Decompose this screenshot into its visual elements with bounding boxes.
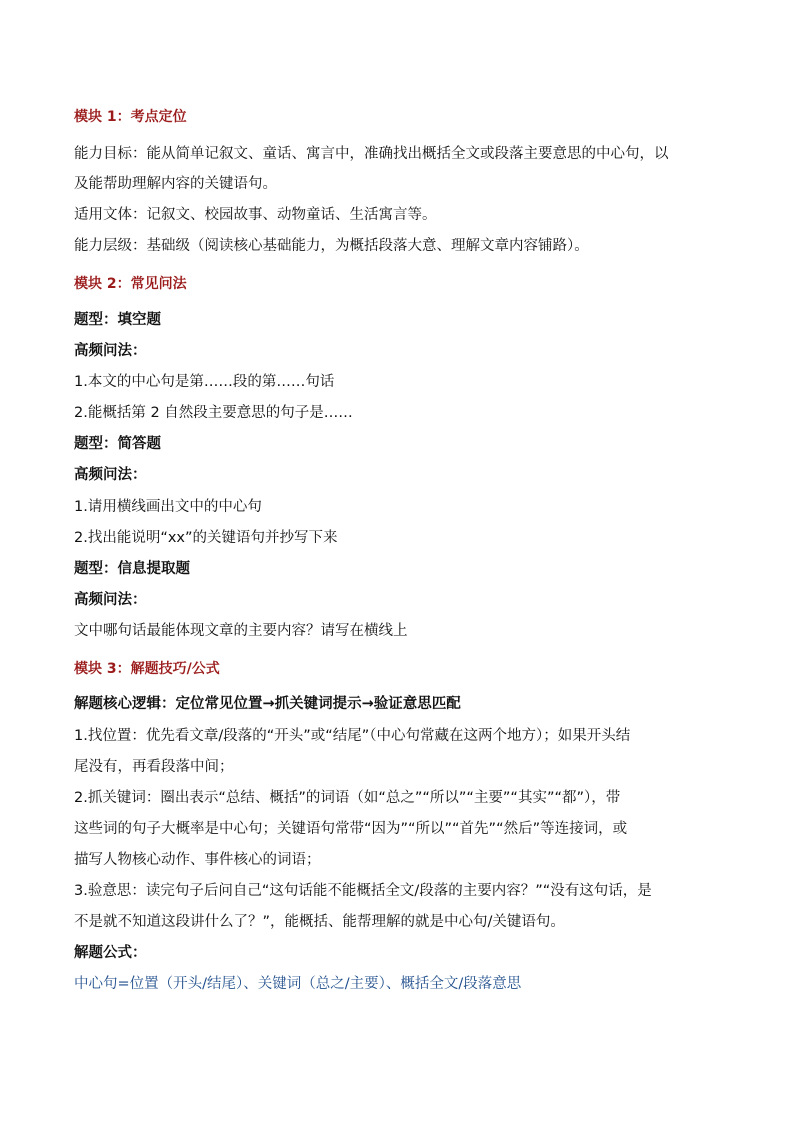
frequent-questions-label-1: 高频问法： — [74, 343, 147, 359]
fill-blank-question-2: 2.能概括第 2 自然段主要意思的句子是…… — [74, 405, 353, 421]
module-1-heading: 模块 1：考点定位 — [74, 109, 187, 125]
ability-goal-line-1: 能力目标：能从简单记叙文、童话、寓言中，准确找出概括全文或段落主要意思的中心句，以 — [74, 146, 669, 162]
step-3-line-2: 不是就不知道这段讲什么了？”，能概括、能帮理解的就是中心句/关键语句。 — [74, 914, 565, 930]
step-1-line-1: 1.找位置：优先看文章/段落的“开头”或“结尾”（中心句常藏在这两个地方）；如果开头结 — [74, 728, 631, 744]
frequent-questions-label-2: 高频问法： — [74, 467, 147, 483]
question-type-short-answer: 题型：简答题 — [74, 436, 161, 452]
formula-label: 解题公式： — [74, 945, 147, 961]
frequent-questions-label-3: 高频问法： — [74, 592, 147, 608]
step-2-line-2: 这些词的句子大概率是中心句；关键语句常带“因为”“所以”“首先”“然后”等连接词，或 — [74, 821, 628, 837]
solution-formula: 中心句=位置（开头/结尾）、关键词（总之/主要）、概括全文/段落意思 — [74, 976, 522, 992]
step-3-line-1: 3.验意思：读完句子后问自己“这句话能不能概括全文/段落的主要内容？”“没有这句话，是 — [74, 883, 652, 899]
question-type-info-extraction: 题型：信息提取题 — [74, 561, 190, 577]
applicable-genre: 适用文体：记叙文、校园故事、动物童话、生活寓言等。 — [74, 207, 437, 223]
module-2-heading: 模块 2：常见问法 — [74, 276, 187, 292]
info-extraction-question-1: 文中哪句话最能体现文章的主要内容？请写在横线上 — [74, 623, 408, 639]
core-logic: 解题核心逻辑：定位常见位置→抓关键词提示→验证意思匹配 — [74, 696, 461, 712]
short-answer-question-1: 1.请用横线画出文中的中心句 — [74, 499, 262, 515]
ability-level: 能力层级：基础级（阅读核心基础能力，为概括段落大意、理解文章内容铺路）。 — [74, 238, 589, 254]
ability-goal-line-2: 及能帮助理解内容的关键语句。 — [74, 176, 277, 192]
step-2-line-3: 描写人物核心动作、事件核心的词语； — [74, 852, 321, 868]
step-1-line-2: 尾没有，再看段落中间； — [74, 759, 234, 775]
module-3-heading: 模块 3：解题技巧/公式 — [74, 661, 220, 677]
question-type-fill-blank: 题型：填空题 — [74, 312, 161, 328]
fill-blank-question-1: 1.本文的中心句是第……段的第……句话 — [74, 374, 335, 390]
short-answer-question-2: 2.找出能说明“xx”的关键语句并抄写下来 — [74, 530, 338, 546]
step-2-line-1: 2.抓关键词：圈出表示“总结、概括”的词语（如“总之”“所以”“主要”“其实”“都”），带 — [74, 790, 621, 806]
